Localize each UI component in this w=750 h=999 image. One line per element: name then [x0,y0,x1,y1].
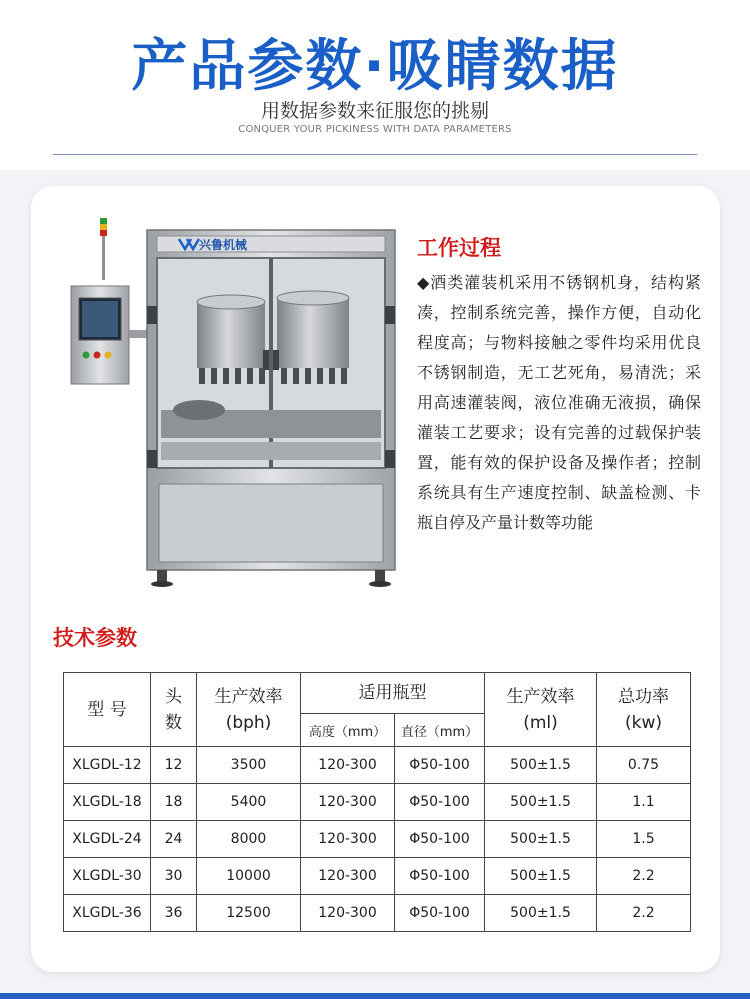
cell-model: XLGDL-24 [64,821,151,858]
cell-bph: 3500 [197,747,301,784]
cell-heads: 30 [151,858,197,895]
cell-diameter: Φ50-100 [395,858,485,895]
cell-bph: 10000 [197,858,301,895]
cell-height: 120-300 [301,821,395,858]
cell-ml: 500±1.5 [485,747,597,784]
table-header-row [64,673,691,714]
cell-heads: 24 [151,821,197,858]
bottom-accent-bar [0,993,750,999]
cell-kw: 0.75 [597,747,691,784]
header-heads: 头 数 [151,673,197,747]
header-bottle-type: 适用瓶型 [301,673,485,714]
cell-ml: 500±1.5 [485,784,597,821]
table-row [64,858,691,895]
work-process-description: ◆酒类灌装机采用不锈钢机身，结构紧凑，控制系统完善，操作方便，自动化程度高；与物料接触之零件均采用优良不锈钢制造，无工艺死角，易清洗；采用高速灌装阀，液位准确无液损，确保灌装工艺要求；设有完善的过载保护装置，能有效的保护设备及操作者；控制系统具有生产速度控制、缺盖检测、卡瓶自停及产量计数等功能 [417,273,701,532]
cell-ml: 500±1.5 [485,858,597,895]
table-row [64,747,691,784]
header-divider [53,154,697,155]
cell-kw: 2.2 [597,858,691,895]
cell-height: 120-300 [301,784,395,821]
page-subtitle: 用数据参数来征服您的挑剔 [260,100,489,122]
cell-ml: 500±1.5 [485,821,597,858]
cell-diameter: Φ50-100 [395,784,485,821]
cell-ml: 500±1.5 [485,895,597,932]
machine-brand-label: 兴鲁机械 [199,238,248,252]
page-title: 产品参数·吸睛数据 [131,34,619,99]
header-model: 型 号 [64,673,151,747]
cell-heads: 36 [151,895,197,932]
table-row [64,784,691,821]
cell-kw: 1.1 [597,784,691,821]
cell-model: XLGDL-30 [64,858,151,895]
cell-diameter: Φ50-100 [395,895,485,932]
cell-kw: 1.5 [597,821,691,858]
page-subtitle-english: CONQUER YOUR PICKINESS WITH DATA PARAMETERS [238,124,512,135]
header-height: 高度（mm） [301,714,395,747]
cell-heads: 18 [151,784,197,821]
work-process-title: 工作过程 [417,236,501,260]
table-row [64,895,691,932]
tech-params-title: 技术参数 [53,626,137,650]
filling-machine-image [49,210,409,590]
cell-diameter: Φ50-100 [395,821,485,858]
cell-model: XLGDL-12 [64,747,151,784]
cell-model: XLGDL-18 [64,784,151,821]
cell-kw: 2.2 [597,895,691,932]
cell-height: 120-300 [301,858,395,895]
tech-params-table [63,672,691,932]
cell-bph: 12500 [197,895,301,932]
product-card [31,186,720,972]
cell-height: 120-300 [301,747,395,784]
header-diameter: 直径（mm） [395,714,485,747]
cell-diameter: Φ50-100 [395,747,485,784]
cell-height: 120-300 [301,895,395,932]
table-row [64,821,691,858]
cell-heads: 12 [151,747,197,784]
cell-bph: 5400 [197,784,301,821]
header-efficiency: 生产效率 (bph) [197,673,301,747]
header-fill-accuracy: 生产效率 (ml) [485,673,597,747]
cell-model: XLGDL-36 [64,895,151,932]
cell-bph: 8000 [197,821,301,858]
header-power: 总功率 (kw) [597,673,691,747]
